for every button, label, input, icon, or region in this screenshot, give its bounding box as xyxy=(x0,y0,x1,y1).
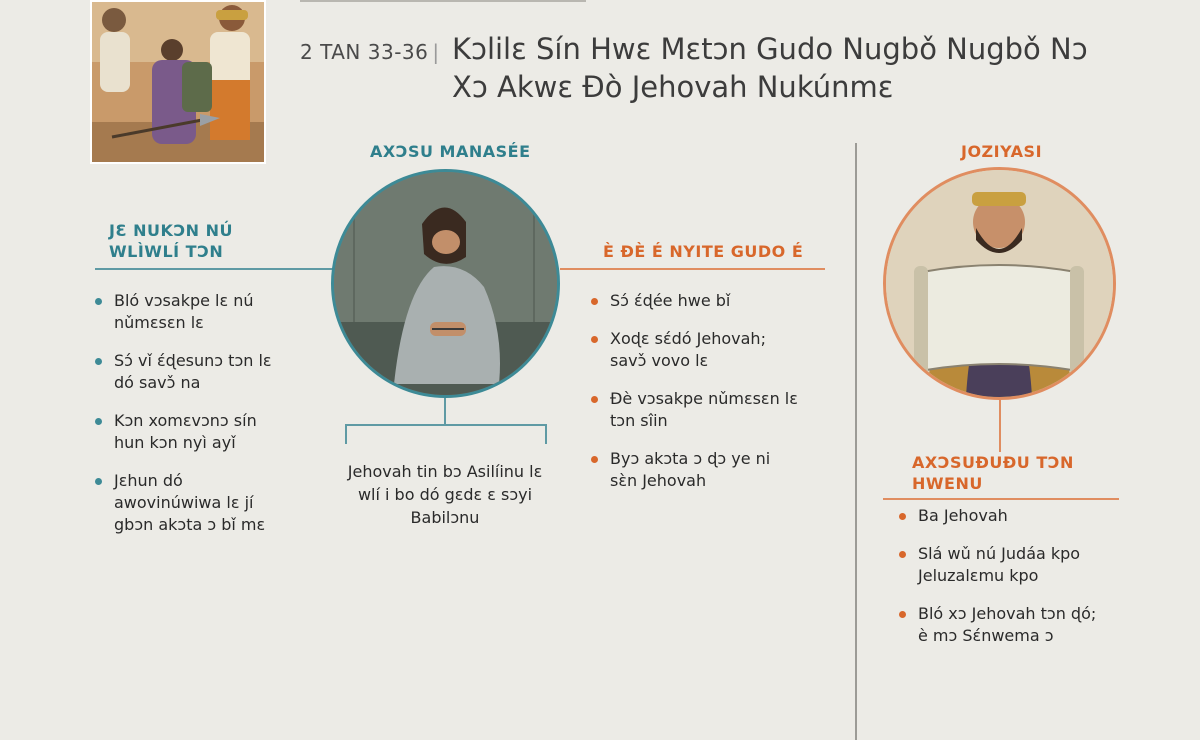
reference-separator: | xyxy=(432,40,440,64)
before-heading-line-2: WLÌWLÍ TƆN xyxy=(109,242,224,261)
list-item xyxy=(591,328,831,372)
title-line-1: Kɔlilɛ Sín Hwɛ Mɛtɔn Gudo Nugbǒ Nugbǒ Nɔ xyxy=(452,32,1088,66)
list-item-line: Byɔ akɔta ɔ ɖɔ ye ni xyxy=(610,449,771,468)
top-rule xyxy=(300,0,586,2)
list-item-line: Kɔn xomɛvɔnɔ sín xyxy=(114,411,257,430)
list-item xyxy=(591,448,831,492)
reign-heading-line-1: AXƆSUÐUÐU TƆN xyxy=(912,453,1074,472)
manasseh-portrait xyxy=(331,169,560,398)
manasseh-name: AXƆSU MANASÉE xyxy=(370,142,531,161)
reign-list xyxy=(899,505,1139,663)
caption-line: wlí i bo dó gɛdɛ ɛ sɔyi xyxy=(357,485,533,504)
list-item-line: Ðè vɔsakpe nǔmɛsɛn lɛ xyxy=(610,389,798,408)
reign-heading-line-2: HWENU xyxy=(912,474,983,493)
scripture-reference xyxy=(300,40,440,64)
josiah-name: JOZIYASI xyxy=(961,142,1043,161)
page-title xyxy=(452,30,1152,106)
caption-bracket-right xyxy=(545,424,547,444)
list-item xyxy=(95,470,325,536)
list-item-line: awovinúwiwa lɛ jí xyxy=(114,493,254,512)
list-item-line: Sɔ́ ɛ́ɖée hwe bǐ xyxy=(610,291,731,310)
soldiers-leading-king-image xyxy=(92,2,264,162)
caption-line: Babilɔnu xyxy=(410,508,480,527)
list-item-line: hun kɔn nyì ayǐ xyxy=(114,433,236,452)
list-item-line: savɔ̌ vovo lɛ xyxy=(610,351,709,370)
after-heading-rule xyxy=(560,268,825,270)
caption-bracket-top xyxy=(345,424,547,426)
list-item xyxy=(591,290,831,312)
list-item-line: Jeluzalɛmu kpo xyxy=(918,566,1039,585)
list-item-line: gbɔn akɔta ɔ bǐ mɛ xyxy=(114,515,266,534)
list-item xyxy=(899,505,1139,527)
josiah-connector xyxy=(999,400,1001,452)
before-heading xyxy=(109,220,233,262)
list-item xyxy=(899,603,1139,647)
title-line-2: Xɔ Akwɛ Ðò Jehovah Nukúnmɛ xyxy=(452,70,894,104)
list-item-line: tɔn sîin xyxy=(610,411,668,430)
list-item-line: sɛ̀n Jehovah xyxy=(610,471,707,490)
list-item-line: nǔmɛsɛn lɛ xyxy=(114,313,204,332)
before-list xyxy=(95,290,325,552)
section-divider xyxy=(855,143,857,740)
caption-bracket-left xyxy=(345,424,347,444)
list-item-line: Bló vɔsakpe lɛ nú xyxy=(114,291,254,310)
before-heading-line-1: JƐ NUKƆN NÚ xyxy=(109,221,234,240)
list-item-line: Xoɖɛ sɛ́dó Jehovah; xyxy=(610,329,766,348)
list-item-line: Sɔ́ vǐ ɛ́ɖesunɔ tɔn lɛ xyxy=(114,351,272,370)
caption-connector xyxy=(444,398,446,424)
list-item xyxy=(95,350,325,394)
list-item xyxy=(899,543,1139,587)
reign-heading-rule xyxy=(883,498,1119,500)
before-heading-rule xyxy=(95,268,333,270)
josiah-with-scroll-image xyxy=(886,170,1113,397)
after-heading: È ÐÈ É NYITE GUDO É xyxy=(603,242,804,261)
exile-caption xyxy=(340,460,550,529)
list-item-line: è mɔ Sɛ́nwema ɔ xyxy=(918,626,1054,645)
list-item-line: dó savɔ̌ na xyxy=(114,373,201,392)
list-item xyxy=(591,388,831,432)
list-item-line: Jɛhun dó xyxy=(114,471,183,490)
reign-heading xyxy=(912,452,1074,494)
josiah-portrait xyxy=(883,167,1116,400)
reference-text: 2 TAN 33-36 xyxy=(300,40,429,64)
list-item-line: Slá wǔ nú Judáa kpo xyxy=(918,544,1081,563)
list-item xyxy=(95,410,325,454)
list-item-line: Ba Jehovah xyxy=(918,506,1008,525)
list-item xyxy=(95,290,325,334)
manasseh-in-prison-image xyxy=(334,172,557,395)
thumbnail-illustration xyxy=(90,0,266,164)
list-item-line: Bló xɔ Jehovah tɔn ɖó; xyxy=(918,604,1097,623)
caption-line: Jehovah tin bɔ Asilíinu lɛ xyxy=(347,462,543,481)
after-list xyxy=(591,290,831,508)
